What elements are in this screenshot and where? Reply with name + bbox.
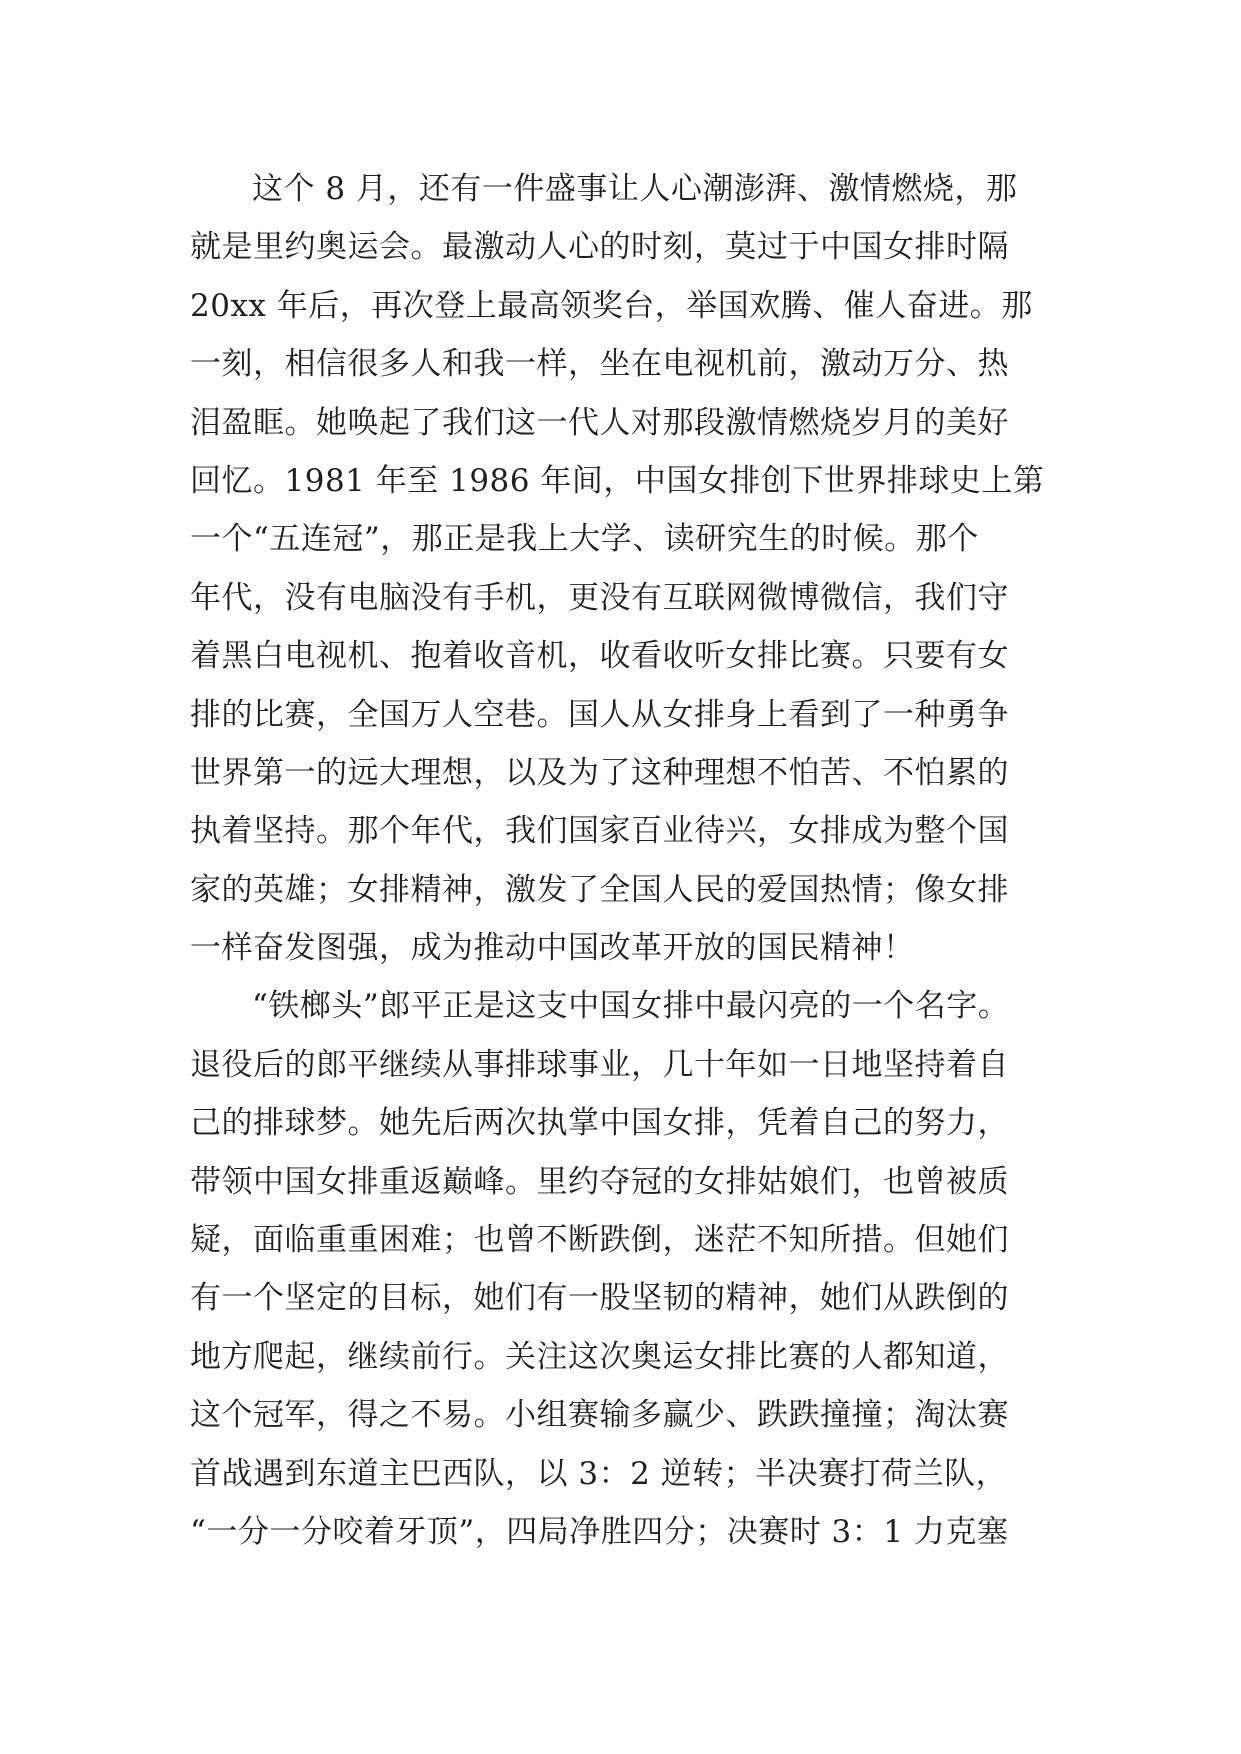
text-line: 这个 8 月，还有一件盛事让人心潮澎湃、激情燃烧，那 bbox=[252, 171, 1018, 207]
text-line: 年代，没有电脑没有手机，更没有互联网微博微信，我们守 bbox=[190, 579, 1009, 616]
document-body bbox=[190, 160, 1050, 1561]
text-line: 地方爬起，继续前行。关注这次奥运女排比赛的人都知道， bbox=[190, 1338, 1009, 1375]
text-line: 执着坚持。那个年代，我们国家百业待兴，女排成为整个国 bbox=[190, 813, 1009, 850]
text-line: 一刻，相信很多人和我一样，坐在电视机前，激动万分、热 bbox=[190, 346, 1009, 383]
text-line: 这个冠军，得之不易。小组赛输多赢少、跌跌撞撞；淘汰赛 bbox=[190, 1397, 1009, 1434]
text-line: 一个“五连冠”，那正是我上大学、读研究生的时候。那个 bbox=[190, 521, 979, 558]
text-line: 排的比赛，全国万人空巷。国人从女排身上看到了一种勇争 bbox=[190, 696, 1009, 733]
text-line: “一分一分咬着牙顶”，四局净胜四分；决赛时 3：1 力克塞 bbox=[190, 1513, 1009, 1550]
text-line: 疑，面临重重困难；也曾不断跌倒，迷茫不知所措。但她们 bbox=[190, 1222, 1009, 1259]
text-line: 一样奋发图强，成为推动中国改革开放的国民精神！ bbox=[190, 930, 915, 967]
text-line: 有一个坚定的目标，她们有一股坚韧的精神，她们从跌倒的 bbox=[190, 1280, 1009, 1317]
text-line: “铁榔头”郎平正是这支中国女排中最闪亮的一个名字。 bbox=[252, 988, 1010, 1025]
text-line: 首战遇到东道主巴西队，以 3：2 逆转；半决赛打荷兰队， bbox=[190, 1455, 1008, 1492]
text-line: 回忆。1981 年至 1986 年间，中国女排创下世界排球史上第 bbox=[190, 462, 1045, 499]
paragraph-2 bbox=[190, 977, 1050, 1561]
paragraph-1 bbox=[190, 160, 1050, 977]
text-line: 己的排球梦。她先后两次执掌中国女排，凭着自己的努力， bbox=[190, 1105, 1009, 1142]
text-line: 退役后的郎平继续从事排球事业，几十年如一日地坚持着自 bbox=[190, 1046, 1009, 1083]
text-line: 带领中国女排重返巅峰。里约夺冠的女排姑娘们，也曾被质 bbox=[190, 1163, 1009, 1200]
text-line: 泪盈眶。她唤起了我们这一代人对那段激情燃烧岁月的美好 bbox=[190, 404, 1009, 441]
text-line: 家的英雄；女排精神，激发了全国人民的爱国热情；像女排 bbox=[190, 871, 1009, 908]
text-line: 20xx 年后，再次登上最高领奖台，举国欢腾、催人奋进。那 bbox=[190, 287, 1033, 324]
text-line: 就是里约奥运会。最激动人心的时刻，莫过于中国女排时隔 bbox=[190, 229, 1009, 266]
text-line: 世界第一的远大理想，以及为了这种理想不怕苦、不怕累的 bbox=[190, 754, 1009, 791]
text-line: 着黑白电视机、抱着收音机，收看收听女排比赛。只要有女 bbox=[190, 638, 1009, 675]
